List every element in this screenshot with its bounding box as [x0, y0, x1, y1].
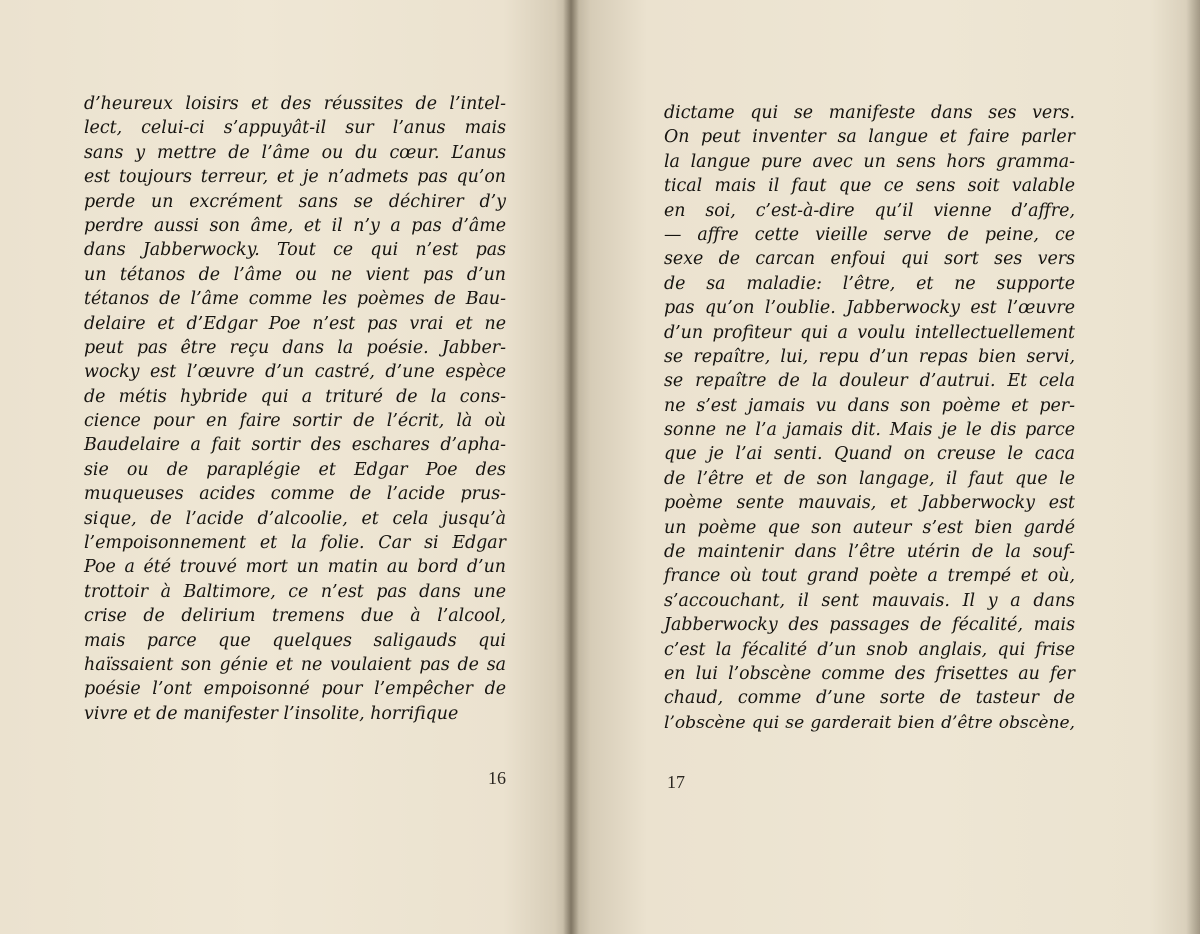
- text-line: sique, de l’acide d’alcoolie, et cela jusqu’à: [84, 508, 506, 529]
- text-line: haïssaient son génie et ne voulaient pas de sa: [84, 654, 506, 675]
- text-line: la langue pure avec un sens hors gramma-: [664, 151, 1075, 172]
- text-line: peut pas être reçu dans la poésie. Jabber-: [84, 337, 506, 358]
- text-line: — affre cette vieille serve de peine, ce: [664, 224, 1075, 245]
- text-line: un tétanos de l’âme ou ne vient pas d’un: [84, 264, 506, 285]
- left-page-text: [84, 92, 506, 726]
- text-line: se repaître de la douleur d’autrui. Et cela: [664, 371, 1075, 392]
- text-line: de métis hybride qui a trituré de la cons-: [84, 386, 506, 407]
- text-line: d’un profiteur qui a voulu intellectuellement: [664, 322, 1075, 343]
- text-line: s’accouchant, il sent mauvais. Il y a dans: [664, 590, 1075, 611]
- text-line: l’obscène qui se garderait bien d’être obscène,: [664, 712, 1075, 733]
- right-page-text: [664, 101, 1075, 735]
- text-line: de l’être et de son langage, il faut que le: [664, 468, 1075, 489]
- page-edge-shadow: [1186, 0, 1200, 934]
- text-line: Poe a été trouvé mort un matin au bord d’un: [84, 557, 506, 578]
- text-line: en soi, c’est-à-dire qu’il vienne d’affre,: [664, 200, 1075, 221]
- text-line: se repaître, lui, repu d’un repas bien servi,: [664, 346, 1075, 367]
- text-line: de sa maladie: l’être, et ne supporte: [664, 273, 1075, 294]
- text-line: c’est la fécalité d’un snob anglais, qui frise: [664, 639, 1075, 660]
- right-page: [572, 0, 1200, 934]
- text-line: est toujours terreur, et je n’admets pas qu’on: [84, 167, 506, 188]
- text-line: france où tout grand poète a trempé et où,: [664, 566, 1075, 587]
- text-line: dans Jabberwocky. Tout ce qui n’est pas: [84, 240, 506, 261]
- text-line: que je l’ai senti. Quand on creuse le caca: [664, 444, 1075, 465]
- text-line: delaire et d’Edgar Poe n’est pas vrai et ne: [84, 313, 506, 334]
- text-line: l’empoisonnement et la folie. Car si Edgar: [84, 533, 506, 554]
- text-line: tical mais il faut que ce sens soit valable: [664, 176, 1075, 197]
- text-line: d’heureux loisirs et des réussites de l’intel-: [84, 94, 506, 114]
- left-page: [0, 0, 572, 934]
- text-line: pas qu’on l’oublie. Jabberwocky est l’œuvre: [664, 298, 1075, 319]
- text-line: sie ou de paraplégie et Edgar Poe des: [84, 459, 506, 480]
- text-line: dictame qui se manifeste dans ses vers.: [664, 103, 1075, 123]
- text-line: ne s’est jamais vu dans son poème et per-: [664, 395, 1075, 416]
- text-line: un poème que son auteur s’est bien gardé: [664, 517, 1075, 538]
- text-line: poème sente mauvais, et Jabberwocky est: [664, 493, 1075, 514]
- text-line: perdre aussi son âme, et il n’y a pas d’âme: [84, 215, 506, 236]
- text-line: mais parce que quelques saligauds qui: [84, 630, 506, 651]
- text-line: Jabberwocky des passages de fécalité, mais: [664, 615, 1075, 636]
- text-line: tétanos de l’âme comme les poèmes de Bau-: [84, 289, 506, 310]
- text-line: en lui l’obscène comme des frisettes au fer: [664, 663, 1075, 684]
- text-line: wocky est l’œuvre d’un castré, d’une espèce: [84, 362, 506, 383]
- text-line: sonne ne l’a jamais dit. Mais je le dis parce: [664, 420, 1075, 441]
- text-line: trottoir à Baltimore, ce n’est pas dans une: [84, 581, 506, 602]
- text-line: On peut inventer sa langue et faire parler: [664, 127, 1075, 148]
- text-line: cience pour en faire sortir de l’écrit, là où: [84, 411, 506, 432]
- text-line: Baudelaire a fait sortir des eschares d’apha-: [84, 435, 506, 456]
- text-line: perde un excrément sans se déchirer d’y: [84, 191, 506, 212]
- text-line: sexe de carcan enfoui qui sort ses vers: [664, 249, 1075, 270]
- text-line: vivre et de manifester l’insolite, horrifique: [84, 703, 459, 724]
- book-gutter: [563, 0, 579, 934]
- text-line: crise de delirium tremens due à l’alcool,: [84, 606, 506, 627]
- text-line: poésie l’ont empoisonné pour l’empêcher de: [84, 679, 506, 700]
- page-number-right: 17: [667, 772, 685, 792]
- page-number-left: 16: [488, 768, 506, 788]
- text-line: de maintenir dans l’être utérin de la souf-: [664, 542, 1075, 563]
- text-line: chaud, comme d’une sorte de tasteur de: [664, 688, 1075, 709]
- text-line: muqueuses acides comme de l’acide prus-: [84, 484, 506, 505]
- text-line: sans y mettre de l’âme ou du cœur. L’anus: [84, 142, 506, 163]
- text-line: lect, celui-ci s’appuyât-il sur l’anus mais: [84, 118, 506, 139]
